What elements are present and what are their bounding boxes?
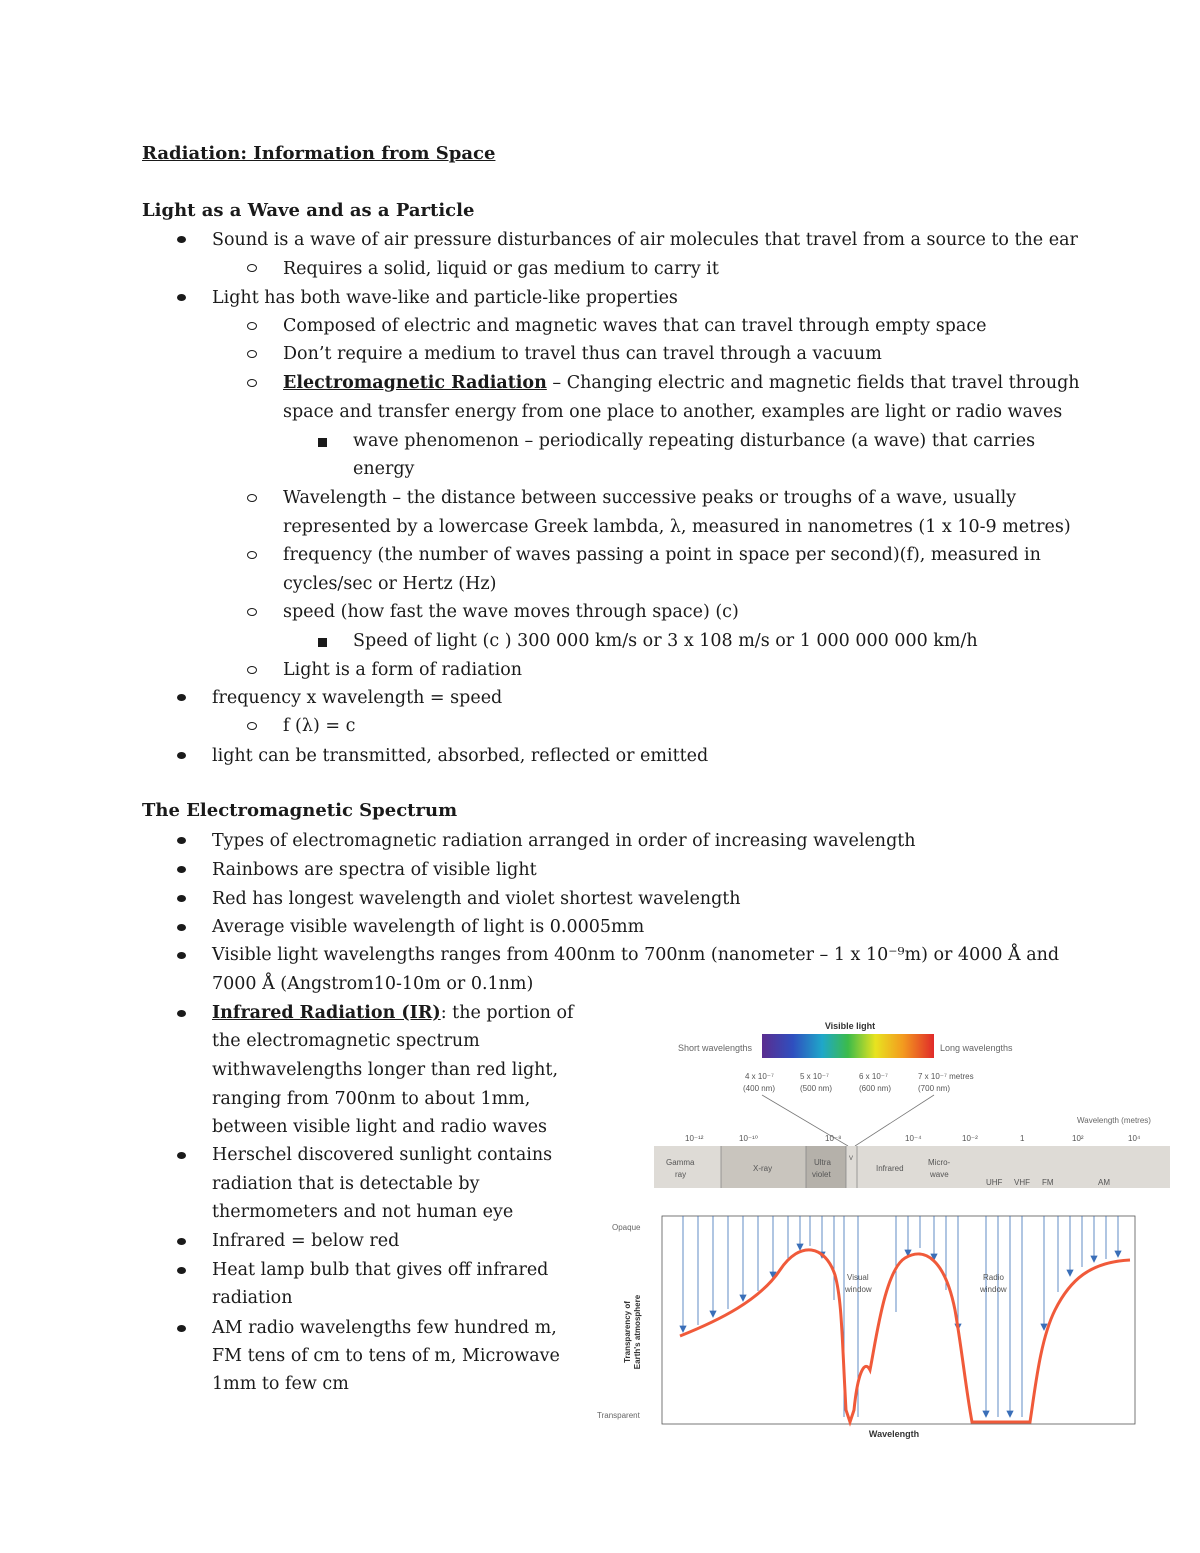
bullet-icon bbox=[177, 952, 186, 959]
list-item-continued: radiation bbox=[212, 1288, 293, 1308]
em-term: Electromagnetic Radiation bbox=[283, 373, 547, 393]
bullet-icon bbox=[177, 924, 186, 931]
list-item-continued: withwavelengths longer than red light, bbox=[212, 1060, 559, 1080]
vis-tick-label: 6 x 10⁻⁷ bbox=[859, 1072, 888, 1081]
visual-window-label: window bbox=[845, 1285, 872, 1294]
section-heading-spectrum: The Electromagnetic Spectrum bbox=[142, 800, 458, 821]
long-wavelengths-label: Long wavelengths bbox=[940, 1043, 1013, 1053]
opaque-label: Opaque bbox=[612, 1223, 641, 1232]
ir-term: Infrared Radiation (IR) bbox=[212, 1003, 441, 1023]
band-label: wave bbox=[930, 1170, 949, 1179]
y-axis-label: Transparency of bbox=[623, 1301, 632, 1363]
list-item: Wavelength – the distance between successive peaks or troughs of a wave, usually bbox=[283, 488, 1017, 508]
list-item-continued: 7000 Å (Angstrom10-10m or 0.1nm) bbox=[212, 974, 534, 994]
radio-window-label: Radio bbox=[983, 1273, 1004, 1282]
bullet-icon bbox=[177, 1152, 186, 1159]
list-item: Composed of electric and magnetic waves that can travel through empty space bbox=[283, 316, 987, 336]
scale-tick: 10⁴ bbox=[1128, 1134, 1141, 1143]
scale-tick: 10⁻¹⁰ bbox=[739, 1134, 758, 1143]
transparent-label: Transparent bbox=[597, 1411, 640, 1420]
bullet-icon bbox=[177, 866, 186, 873]
band-label: Gamma bbox=[666, 1158, 695, 1167]
transparency-curve bbox=[680, 1250, 1130, 1422]
em-spectrum-figure bbox=[580, 1010, 1180, 1450]
list-item-em: Electromagnetic Radiation – Changing electric and magnetic fields that travel through bbox=[283, 373, 1080, 393]
y-axis-label: Earth's atmosphere bbox=[633, 1294, 642, 1370]
bullet-icon bbox=[177, 1267, 186, 1274]
wavelength-metres-label: Wavelength (metres) bbox=[1077, 1116, 1151, 1125]
list-item-continued: FM tens of cm to tens of m, Microwave bbox=[212, 1346, 560, 1366]
band-label: FM bbox=[1042, 1178, 1054, 1187]
scale-tick: 10² bbox=[1072, 1134, 1084, 1143]
bullet-icon bbox=[177, 1010, 186, 1017]
vis-tick-label: 5 x 10⁻⁷ bbox=[800, 1072, 829, 1081]
list-item: light can be transmitted, absorbed, reflected or emitted bbox=[212, 746, 709, 766]
list-item-continued: energy bbox=[353, 459, 415, 479]
circle-bullet-icon bbox=[247, 494, 257, 502]
list-item: Light has both wave-like and particle-like properties bbox=[212, 288, 678, 308]
bullet-icon bbox=[177, 236, 186, 243]
list-item: Infrared = below red bbox=[212, 1231, 400, 1251]
circle-bullet-icon bbox=[247, 608, 257, 616]
vis-tick-label: (700 nm) bbox=[918, 1084, 951, 1093]
band-label: Infrared bbox=[876, 1164, 904, 1173]
visible-spectrum-bar bbox=[762, 1034, 934, 1058]
list-item-continued: 1mm to few cm bbox=[212, 1374, 349, 1394]
list-item: Red has longest wavelength and violet shortest wavelength bbox=[212, 889, 741, 909]
circle-bullet-icon bbox=[247, 379, 257, 387]
list-item-continued: represented by a lowercase Greek lambda, λ, measured in nanometres (1 x 10-9 metres) bbox=[283, 517, 1071, 537]
visible-band-label: V bbox=[849, 1156, 854, 1162]
circle-bullet-icon bbox=[247, 551, 257, 559]
list-item: Average visible wavelength of light is 0.0005mm bbox=[212, 917, 645, 937]
band-label: UHF bbox=[986, 1178, 1003, 1187]
circle-bullet-icon bbox=[247, 322, 257, 330]
band-label: AM bbox=[1098, 1178, 1110, 1187]
bullet-icon bbox=[177, 694, 186, 701]
band-label: ray bbox=[675, 1170, 687, 1179]
vis-tick-label: 4 x 10⁻⁷ bbox=[745, 1072, 774, 1081]
list-item: frequency (the number of waves passing a point in space per second)(f), measured in bbox=[283, 545, 1041, 565]
list-item: Rainbows are spectra of visible light bbox=[212, 860, 537, 880]
square-bullet-icon bbox=[318, 638, 327, 647]
list-item-continued: between visible light and radio waves bbox=[212, 1117, 547, 1137]
circle-bullet-icon bbox=[247, 666, 257, 674]
circle-bullet-icon bbox=[247, 264, 257, 272]
list-item-continued: thermometers and not human eye bbox=[212, 1202, 514, 1222]
square-bullet-icon bbox=[318, 438, 327, 447]
page-title: Radiation: Information from Space bbox=[142, 143, 496, 164]
list-item: AM radio wavelengths few hundred m, bbox=[212, 1318, 557, 1338]
list-item: Types of electromagnetic radiation arranged in order of increasing wavelength bbox=[212, 831, 916, 851]
visual-window-label: Visual bbox=[847, 1273, 869, 1282]
list-item-continued: space and transfer energy from one place to another, examples are light or radio waves bbox=[283, 402, 1063, 422]
zoom-line bbox=[855, 1095, 934, 1146]
vis-tick-label: (400 nm) bbox=[743, 1084, 776, 1093]
vis-tick-label: (600 nm) bbox=[859, 1084, 892, 1093]
scale-tick: 1 bbox=[1020, 1134, 1025, 1143]
band-label: violet bbox=[812, 1170, 831, 1179]
list-item: Light is a form of radiation bbox=[283, 660, 523, 680]
list-item: f (λ) = c bbox=[283, 716, 356, 736]
bullet-icon bbox=[177, 752, 186, 759]
list-item: Sound is a wave of air pressure disturbances of air molecules that travel from a source to the ear bbox=[212, 230, 1078, 250]
bullet-icon bbox=[177, 895, 186, 902]
bullet-icon bbox=[177, 1325, 186, 1332]
list-item-continued: ranging from 700nm to about 1mm, bbox=[212, 1089, 531, 1109]
bullet-icon bbox=[177, 1238, 186, 1245]
short-wavelengths-label: Short wavelengths bbox=[678, 1043, 753, 1053]
list-item: frequency x wavelength = speed bbox=[212, 688, 503, 708]
list-item: speed (how fast the wave moves through space) (c) bbox=[283, 602, 739, 622]
circle-bullet-icon bbox=[247, 350, 257, 358]
band-label: VHF bbox=[1014, 1178, 1030, 1187]
list-item: wave phenomenon – periodically repeating disturbance (a wave) that carries bbox=[353, 431, 1036, 451]
vis-tick-label: (500 nm) bbox=[800, 1084, 833, 1093]
list-item-ir: Infrared Radiation (IR): the portion of bbox=[212, 1003, 574, 1023]
uv-band bbox=[806, 1146, 846, 1188]
visible-light-label: Visible light bbox=[824, 1021, 876, 1031]
scale-tick: 10⁻⁸ bbox=[825, 1134, 842, 1143]
list-item: Don’t require a medium to travel thus can travel through a vacuum bbox=[283, 344, 882, 364]
list-item-continued: radiation that is detectable by bbox=[212, 1174, 480, 1194]
radio-window-label: window bbox=[980, 1285, 1007, 1294]
list-item: Requires a solid, liquid or gas medium to carry it bbox=[283, 259, 719, 279]
list-item: Heat lamp bulb that gives off infrared bbox=[212, 1260, 549, 1280]
bullet-icon bbox=[177, 837, 186, 844]
list-item-continued: the electromagnetic spectrum bbox=[212, 1031, 480, 1051]
list-item: Speed of light (c ) 300 000 km/s or 3 x 108 m/s or 1 000 000 000 km/h bbox=[353, 631, 978, 651]
list-item-continued: cycles/sec or Hertz (Hz) bbox=[283, 574, 497, 594]
band-label: Micro- bbox=[928, 1158, 951, 1167]
plot-frame bbox=[662, 1216, 1135, 1424]
scale-tick: 10⁻¹² bbox=[685, 1134, 704, 1143]
section-heading-light: Light as a Wave and as a Particle bbox=[142, 200, 475, 221]
scale-tick: 10⁻² bbox=[962, 1134, 978, 1143]
absorption-arrows bbox=[680, 1216, 1121, 1417]
scale-tick: 10⁻⁴ bbox=[905, 1134, 922, 1143]
list-item: Visible light wavelengths ranges from 400nm to 700nm (nanometer – 1 x 10⁻⁹m) or 4000 Å and bbox=[212, 945, 1060, 965]
band-label: X-ray bbox=[753, 1164, 773, 1173]
circle-bullet-icon bbox=[247, 722, 257, 730]
list-item: Herschel discovered sunlight contains bbox=[212, 1145, 553, 1165]
bullet-icon bbox=[177, 294, 186, 301]
x-axis-label: Wavelength bbox=[868, 1429, 920, 1439]
band-label: Ultra bbox=[814, 1158, 831, 1167]
vis-tick-label: 7 x 10⁻⁷ metres bbox=[918, 1072, 974, 1081]
